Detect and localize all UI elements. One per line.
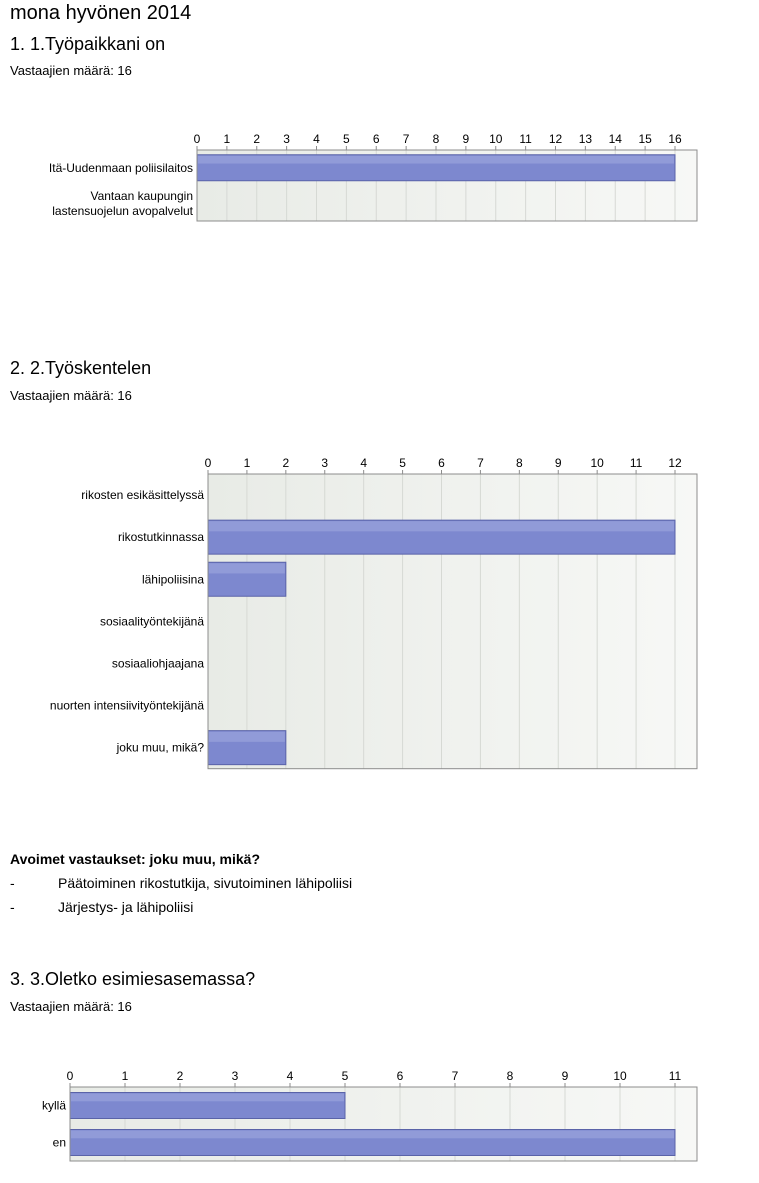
bar-highlight [209, 563, 285, 573]
tick-label: 5 [341, 1069, 349, 1083]
category-label: rikosten esikäsittelyssä [81, 488, 204, 503]
tick-label: 3 [283, 132, 290, 146]
tick-label: 10 [489, 132, 503, 146]
tick-label: 16 [668, 132, 682, 146]
tick-label: 4 [360, 456, 368, 470]
tick-label: 6 [396, 1069, 404, 1083]
tick-label: 3 [231, 1069, 239, 1083]
tick-label: 9 [462, 132, 470, 146]
tick-label: 5 [343, 132, 350, 146]
category-label: kyllä [41, 1098, 66, 1113]
tick-label: 3 [321, 456, 329, 470]
document-title: mona hyvönen 2014 [10, 2, 192, 24]
chart-svg [0, 128, 720, 223]
tick-label: 12 [548, 132, 563, 146]
question-2-chart [0, 454, 720, 771]
question-2-respondents: Vastaajien määrä: 16 [10, 388, 132, 403]
question-3-title: 3. 3.Oletko esimiesasemassa? [10, 969, 256, 989]
tick-label: 4 [313, 132, 320, 146]
category-label: sosiaalityöntekijänä [99, 614, 204, 629]
bar-highlight [209, 521, 674, 531]
tick-label: 8 [506, 1069, 514, 1083]
category-label: en [52, 1135, 66, 1150]
tick-label: 8 [515, 456, 523, 470]
chart-svg [0, 1065, 720, 1163]
open-answer-item [10, 899, 193, 915]
tick-label: 13 [578, 132, 593, 146]
plot-background [208, 474, 697, 769]
tick-label: 2 [253, 132, 261, 146]
tick-label: 10 [613, 1069, 627, 1083]
category-label: lähipoliisina [141, 572, 204, 587]
tick-label: 6 [372, 132, 380, 146]
tick-label: 0 [204, 456, 212, 470]
open-answers-heading: Avoimet vastaukset: joku muu, mikä? [10, 851, 260, 867]
bar-highlight [71, 1131, 674, 1139]
open-answer-dash: - [10, 875, 15, 891]
tick-label: 1 [223, 132, 231, 146]
tick-label: 9 [561, 1069, 569, 1083]
category-label: nuorten intensiivityöntekijänä [49, 698, 204, 713]
tick-label: 6 [438, 456, 445, 470]
category-label: Itä-Uudenmaan poliisilaitos [48, 160, 193, 175]
tick-label: 1 [121, 1069, 129, 1083]
tick-label: 1 [243, 456, 251, 470]
question-3-respondents: Vastaajien määrä: 16 [10, 999, 132, 1014]
open-answer-item [10, 875, 352, 891]
category-label: lastensuojelun avopalvelut [52, 203, 193, 218]
open-answer-text: Järjestys- ja lähipoliisi [58, 899, 194, 915]
tick-label: 14 [608, 132, 622, 146]
bar-highlight [71, 1094, 344, 1102]
question-2-title: 2. 2.Työskentelen [10, 358, 152, 378]
tick-label: 2 [176, 1069, 184, 1083]
tick-label: 12 [668, 456, 682, 470]
open-answer-dash: - [10, 899, 15, 915]
tick-label: 7 [477, 456, 484, 470]
chart-svg [0, 454, 720, 771]
tick-label: 0 [193, 132, 201, 146]
open-answer-text: Päätoiminen rikostutkija, sivutoiminen lähipoliisi [58, 875, 353, 891]
tick-label: 0 [66, 1069, 74, 1083]
tick-label: 4 [286, 1069, 294, 1083]
question-1-chart [0, 128, 720, 223]
tick-label: 7 [402, 132, 410, 146]
tick-label: 11 [629, 456, 643, 470]
category-label: sosiaaliohjaajana [111, 656, 204, 671]
tick-label: 7 [451, 1069, 459, 1083]
question-1-respondents: Vastaajien määrä: 16 [10, 63, 132, 78]
tick-label: 5 [399, 456, 406, 470]
tick-label: 9 [554, 456, 562, 470]
tick-label: 10 [590, 456, 604, 470]
tick-label: 11 [519, 132, 532, 146]
tick-label: 15 [638, 132, 652, 146]
bar-highlight [198, 156, 674, 164]
category-label: joku muu, mikä? [116, 740, 204, 755]
tick-label: 8 [432, 132, 440, 146]
tick-label: 11 [668, 1069, 682, 1083]
tick-label: 2 [282, 456, 290, 470]
question-1-title: 1. 1.Työpaikkani on [10, 34, 166, 54]
category-label: rikostutkinnassa [117, 530, 204, 545]
question-3-chart [0, 1065, 720, 1163]
bar-highlight [209, 732, 285, 742]
category-label: Vantaan kaupungin [90, 188, 193, 203]
